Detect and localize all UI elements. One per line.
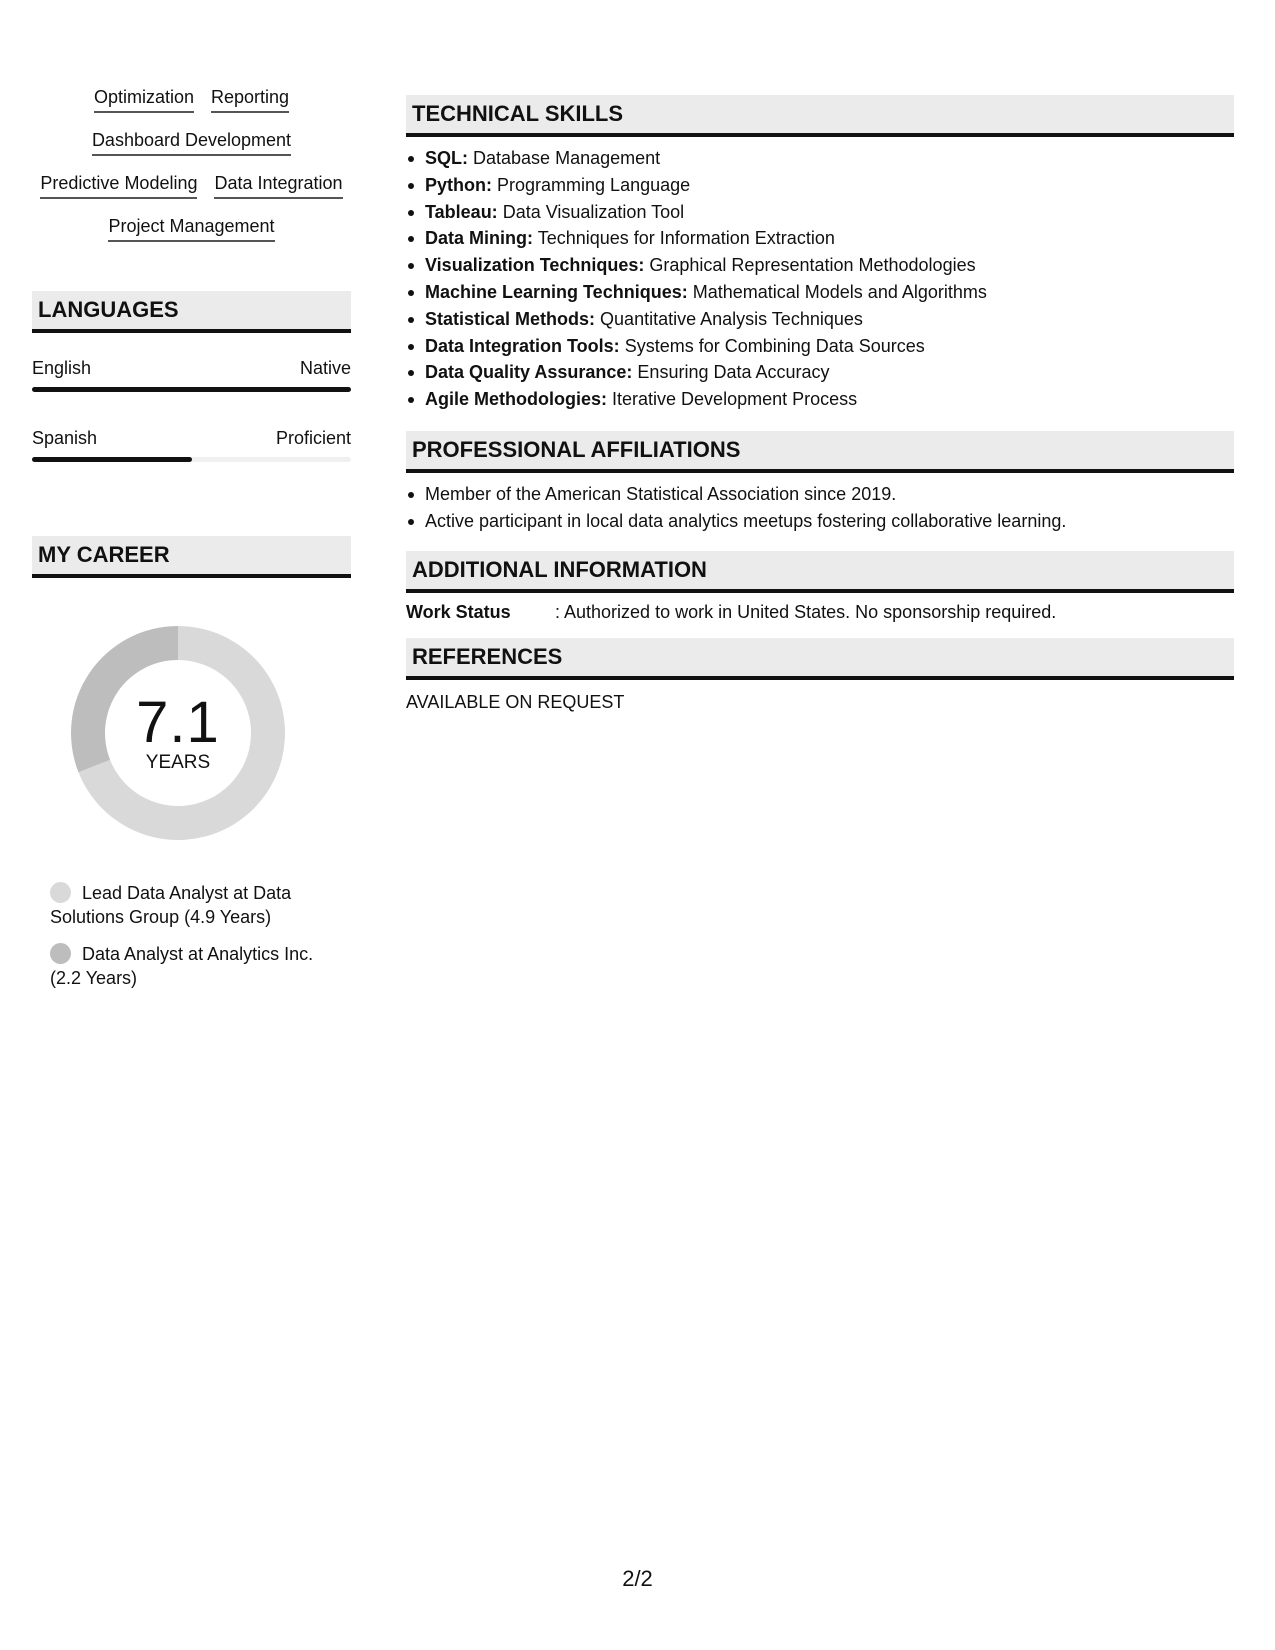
list-item: Machine Learning Techniques: Mathematical Models and Algorithms xyxy=(425,279,1234,306)
list-item: Tableau: Data Visualization Tool xyxy=(425,199,1234,226)
list-item: Data Integration Tools: Systems for Combining Data Sources xyxy=(425,333,1234,360)
career-legend xyxy=(50,881,320,990)
language-name: Spanish xyxy=(32,428,98,448)
language-proficiency-fill xyxy=(32,387,351,392)
language-level: Native xyxy=(299,358,351,378)
language-item xyxy=(32,426,351,462)
work-status-row xyxy=(406,600,1234,624)
language-proficiency-bar xyxy=(32,387,351,392)
skill-tags xyxy=(32,86,351,242)
left-column xyxy=(32,86,351,1003)
skill-tag: Project Management xyxy=(108,215,274,242)
list-item: Python: Programming Language xyxy=(425,172,1234,199)
career-heading: MY CAREER xyxy=(32,536,351,578)
languages-heading: LANGUAGES xyxy=(32,291,351,333)
skill-tag: Optimization xyxy=(94,86,194,113)
skill-tag: Reporting xyxy=(211,86,289,113)
language-name: English xyxy=(32,358,92,378)
technical-skills-heading: TECHNICAL SKILLS xyxy=(406,95,1234,137)
affiliations-heading: PROFESSIONAL AFFILIATIONS xyxy=(406,431,1234,473)
language-level: Proficient xyxy=(275,428,351,448)
list-item: SQL: Database Management xyxy=(425,145,1234,172)
technical-skills-list xyxy=(406,145,1234,413)
references-text: AVAILABLE ON REQUEST xyxy=(406,691,625,712)
career-total-years: 7.1 xyxy=(136,690,220,755)
career-total-unit: YEARS xyxy=(145,752,211,773)
legend-item xyxy=(50,881,320,929)
list-item: Data Mining: Techniques for Information Extraction xyxy=(425,225,1234,252)
legend-item xyxy=(50,942,320,990)
skill-tag: Dashboard Development xyxy=(92,129,291,156)
info-key: Work Status xyxy=(406,601,511,622)
career-donut-chart xyxy=(63,618,293,848)
list-item: Visualization Techniques: Graphical Representation Methodologies xyxy=(425,252,1234,279)
references-heading: REFERENCES xyxy=(406,638,1234,680)
legend-swatch xyxy=(50,882,71,903)
language-item xyxy=(32,356,351,392)
language-proficiency-bar xyxy=(32,457,351,462)
skill-tag: Data Integration xyxy=(214,172,342,199)
affiliations-list xyxy=(406,481,1234,535)
legend-label: Lead Data Analyst at Data Solutions Group (4.9 Years) xyxy=(50,883,292,927)
list-item: Active participant in local data analytics meetups fostering collaborative learning. xyxy=(425,508,1234,535)
list-item: Data Quality Assurance: Ensuring Data Accuracy xyxy=(425,359,1234,386)
skill-tag: Predictive Modeling xyxy=(40,172,197,199)
list-item: Member of the American Statistical Association since 2019. xyxy=(425,481,1234,508)
list-item: Statistical Methods: Quantitative Analysis Techniques xyxy=(425,306,1234,333)
info-value: : Authorized to work in United States. No sponsorship required. xyxy=(555,601,1057,622)
page-number: 2/2 xyxy=(622,1566,653,1591)
donut-center xyxy=(63,618,293,848)
legend-label: Data Analyst at Analytics Inc. (2.2 Years) xyxy=(50,944,314,988)
list-item: Agile Methodologies: Iterative Development Process xyxy=(425,386,1234,413)
additional-info-heading: ADDITIONAL INFORMATION xyxy=(406,551,1234,593)
right-column xyxy=(406,95,1234,714)
legend-swatch xyxy=(50,943,71,964)
language-proficiency-fill xyxy=(32,457,192,462)
